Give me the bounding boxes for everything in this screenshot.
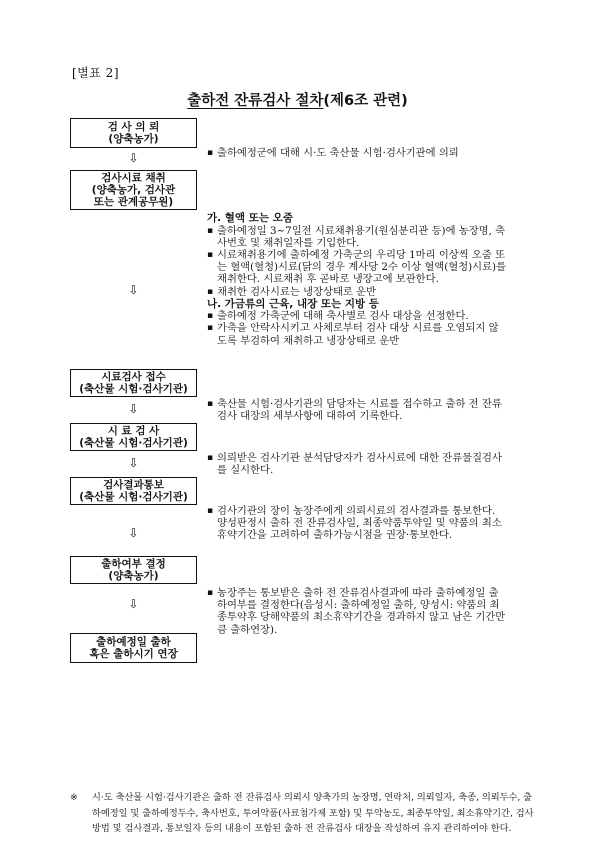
step-actor: (양축농가, 검사관 xyxy=(91,184,176,196)
step-shipment xyxy=(70,633,197,663)
footnote-text: 시·도 축산물 시험·검사기관은 출하 전 잔류검사 의뢰시 양축가의 농장명, 연락처, 의뢰일자, 축종, 의뢰두수, 출하예정일 및 출하예정두수, 축사번호, 투여약품(사료첨가제 포함) 및 투약농도, 최종투약일, 최소휴약기간, 검사방법 및 검사결과, 통보일자 등의 내용이 포함된 출하 전 잔류검사 대장을 작성하여 유지 관리하여야 한다. xyxy=(92,792,534,834)
down-arrow-icon: ⇩ xyxy=(128,597,139,611)
desc-request xyxy=(207,147,507,159)
step-label: 출하예정일 출하 xyxy=(96,636,171,648)
desc-testing xyxy=(207,452,507,476)
down-arrow-icon: ⇩ xyxy=(128,151,139,165)
step-result xyxy=(70,477,197,505)
reference-mark: ※ xyxy=(70,792,78,803)
desc-item: ▪ 시료채취용기에 출하예정 가축군의 우리당 1마리 이상씩 오줌 또는 혈액(혈청)시료(닭의 경우 계사당 2수 이상 혈액(혈청)시료)를 채취한다. 시료채취 후 곧바로 냉장고에 보관한다. xyxy=(207,249,507,286)
desc-item: ▪ 가축을 안락사시키고 사체로부터 검사 대상 시료를 오염되지 않도록 부검하여 채취하고 냉장상태로 운반 xyxy=(207,322,507,346)
step-actor: (축산물 시험·검사기관) xyxy=(79,383,188,395)
subheading-poultry-tissue: 나. 가금류의 근육, 내장 또는 지방 등 xyxy=(207,297,379,310)
step-actor: (양축농가) xyxy=(108,133,159,145)
step-label: 시 료 검 사 xyxy=(107,425,160,437)
desc-item: ▪ 출하예정일 3~7일전 시료채취용기(원심분리관 등)에 농장명, 축사번호 및 채취일자를 기입한다. xyxy=(207,225,507,249)
step-actor: (축산물 시험·검사기관) xyxy=(79,437,188,449)
step-actor: 또는 관계공무원) xyxy=(93,196,174,208)
step-label: 검사결과통보 xyxy=(103,479,164,491)
step-actor: (양축농가) xyxy=(108,570,159,582)
desc-item: ▪ 채취한 검사시료는 냉장상태로 운반 xyxy=(207,286,507,298)
title-main: 출하전 잔류검사 절차 xyxy=(187,93,324,109)
step-decision xyxy=(70,556,197,584)
subheading-blood-urine: 가. 혈액 또는 오줌 xyxy=(207,212,293,224)
desc-item: ▪ 농장주는 통보받은 출하 전 잔류검사결과에 따라 출하예정일 출하여부를 결정한다(음성시: 출하예정일 출하, 양성시: 약품의 최종투약후 당해약품의 최소휴약기간을 경과하지 않고 남은 기간만큼 출하연장). xyxy=(207,587,507,636)
down-arrow-icon: ⇩ xyxy=(128,402,139,416)
desc-item: ▪ 검사기관의 장이 농장주에게 의뢰시료의 검사결과를 통보한다. 양성판정시 출하 전 잔류검사일, 최종약품투약일 및 약품의 최소휴약기간을 고려하여 출하가능시점을 권장·통보한다. xyxy=(207,505,507,542)
desc-sampling xyxy=(207,212,507,347)
down-arrow-icon: ⇩ xyxy=(128,283,139,297)
desc-decision xyxy=(207,587,507,636)
step-label: 시료검사 접수 xyxy=(101,371,166,383)
title-ref: (제6조 관련) xyxy=(323,93,408,109)
step-label: 혹은 출하시기 연장 xyxy=(89,648,178,660)
desc-result xyxy=(207,505,507,542)
page-title xyxy=(0,89,595,110)
annex-label: [별표 2] xyxy=(72,66,119,80)
step-label: 검사시료 채취 xyxy=(101,172,166,184)
desc-item: ▪ 축산물 시험·검사기관의 담당자는 시료를 접수하고 출하 전 잔류검사 대장의 세부사항에 대하여 기록한다. xyxy=(207,398,507,422)
footnote xyxy=(70,790,540,837)
down-arrow-icon: ⇩ xyxy=(128,526,139,540)
step-label: 검 사 의 뢰 xyxy=(107,121,160,133)
step-receipt xyxy=(70,369,197,397)
desc-receipt xyxy=(207,398,507,422)
desc-item: ▪ 출하예정 가축군에 대해 축사별로 검사 대상을 선정한다. xyxy=(207,310,507,322)
desc-item: ▪ 출하예정군에 대해 시·도 축산물 시험·검사기관에 의뢰 xyxy=(207,147,507,159)
down-arrow-icon: ⇩ xyxy=(128,456,139,470)
step-sampling xyxy=(70,170,197,210)
step-actor: (축산물 시험·검사기관) xyxy=(79,491,188,503)
desc-item: ▪ 의뢰받은 검사기관 분석담당자가 검사시료에 대한 잔류물질검사를 실시한다. xyxy=(207,452,507,476)
step-request xyxy=(70,118,197,148)
step-testing xyxy=(70,423,197,451)
step-label: 출하여부 결정 xyxy=(101,558,166,570)
